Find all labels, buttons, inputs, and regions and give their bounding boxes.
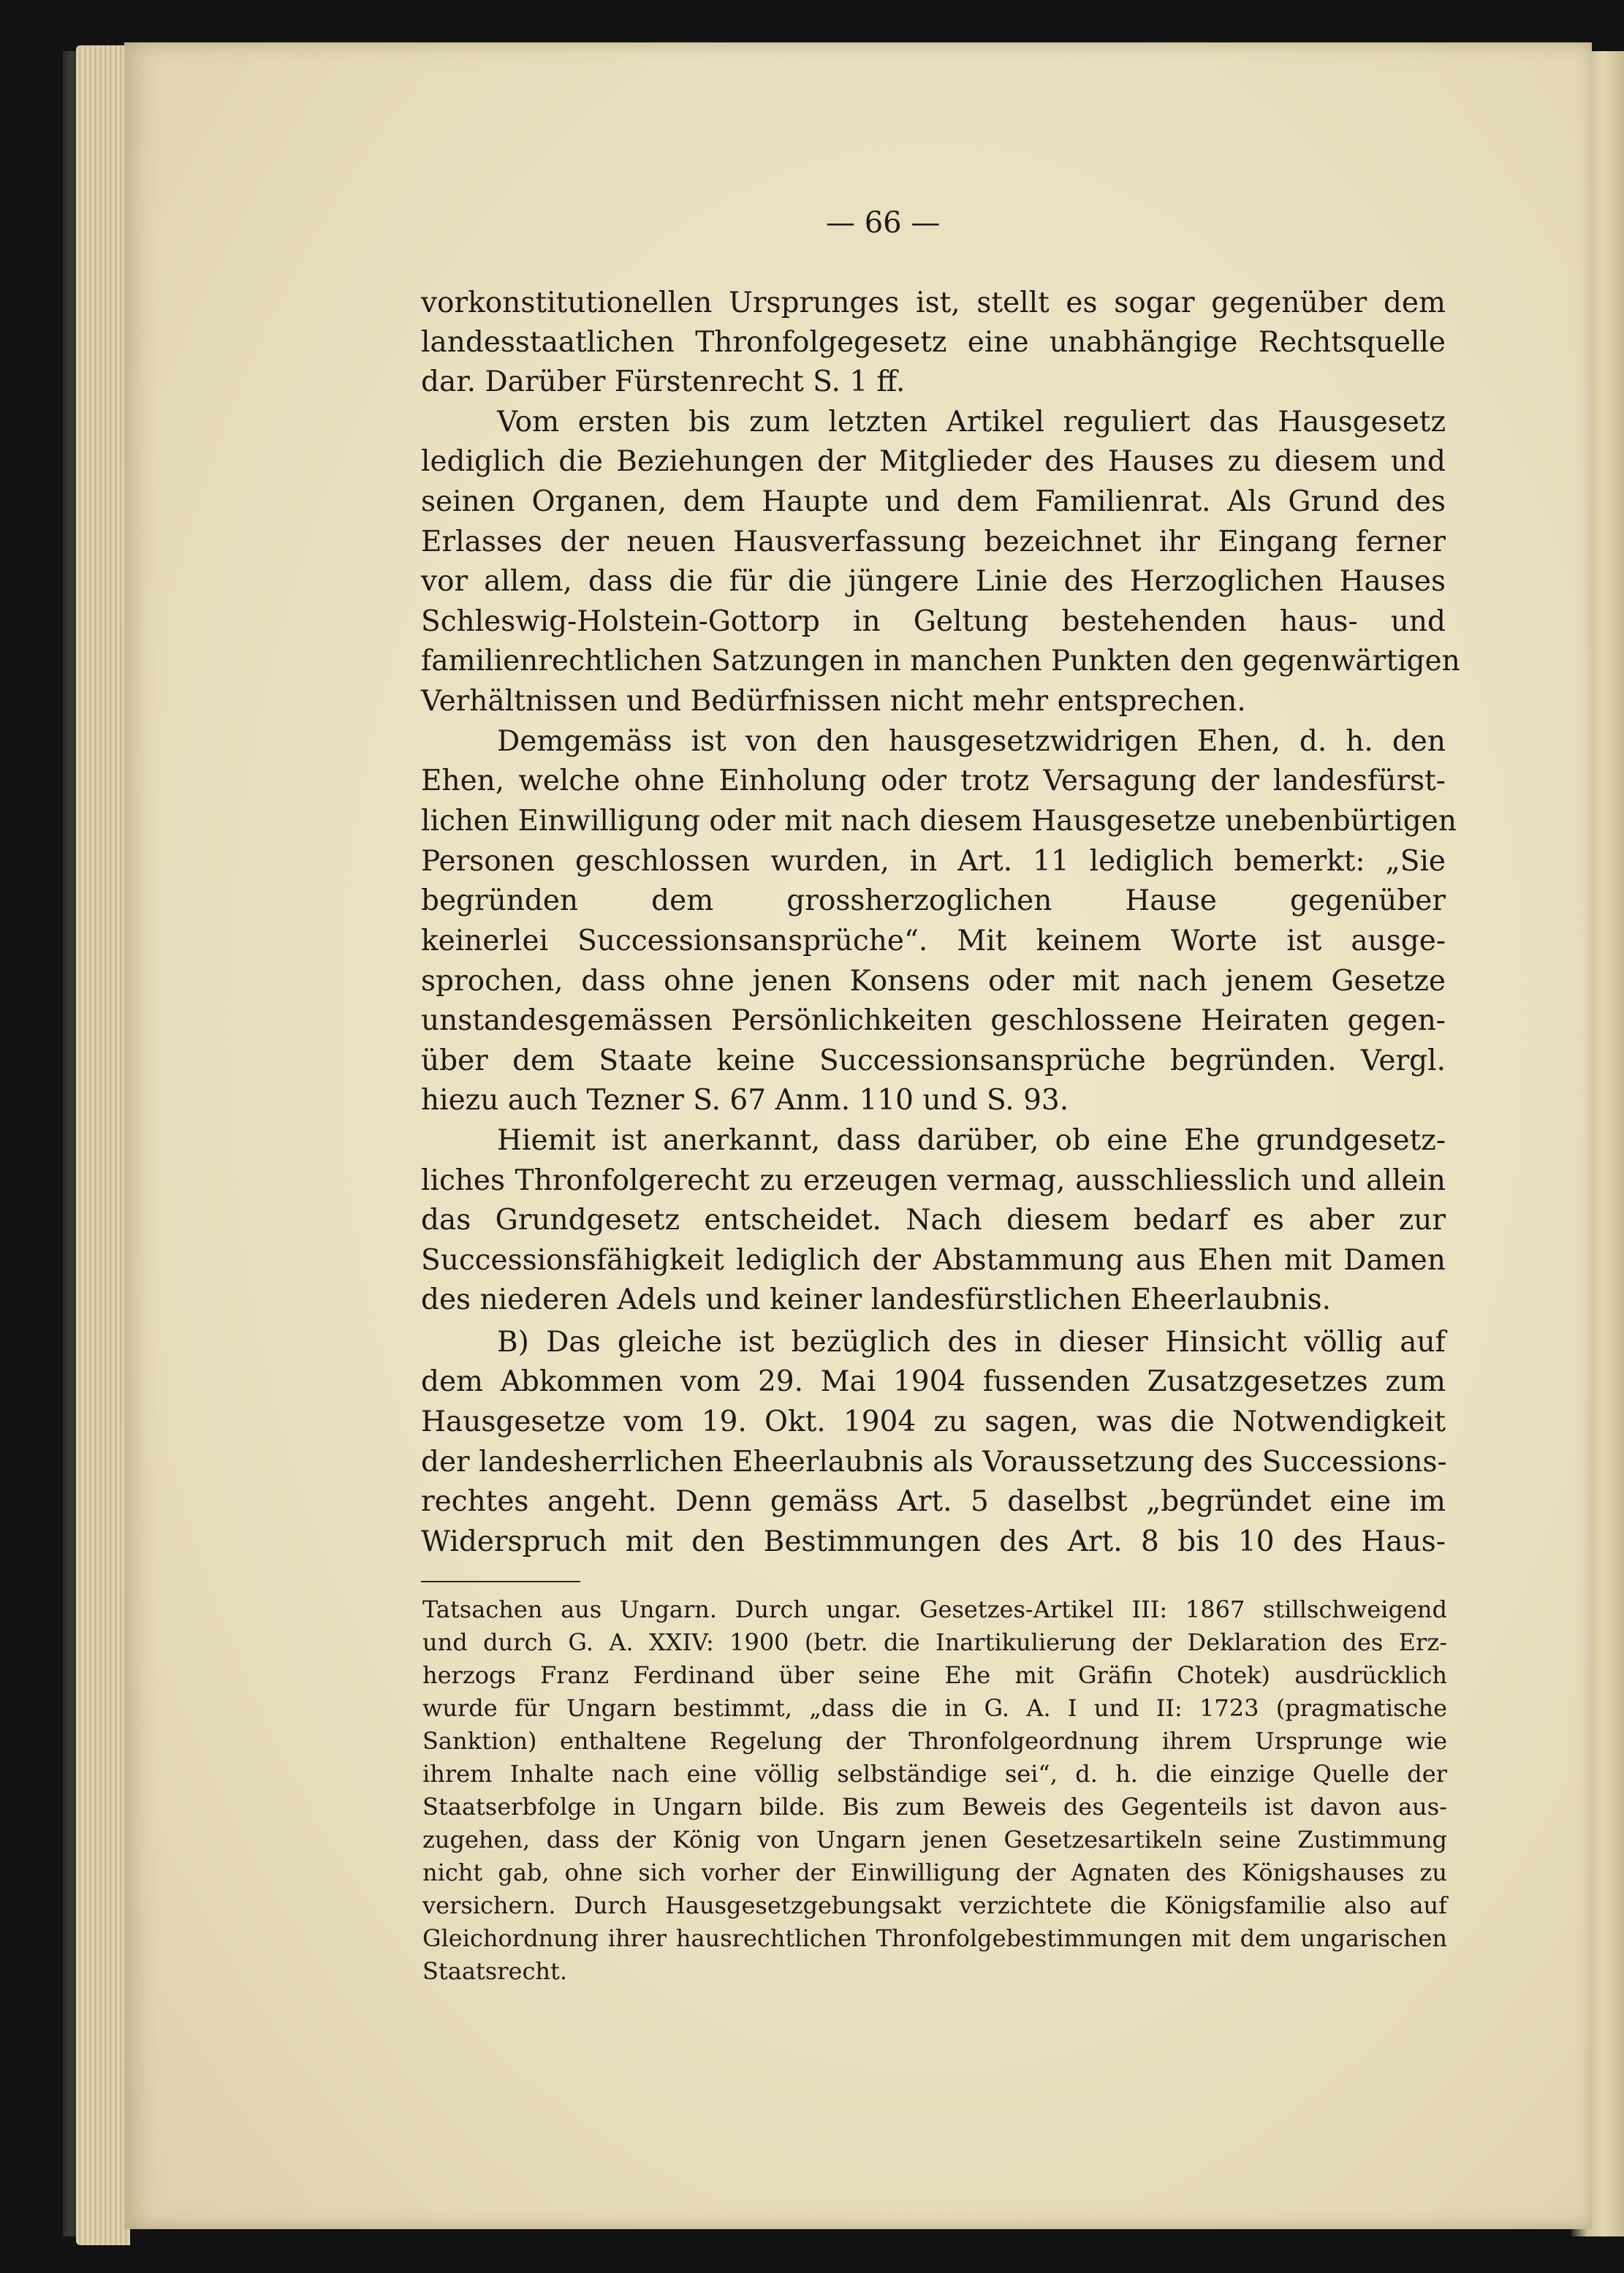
footnote-line: Sanktion) enthaltene Regelung der Thronfolgeordnung ihrem Ursprunge wie <box>422 1727 1447 1755</box>
footnote-line: wurde für Ungarn bestimmt, „dass die in G. A. I und II: 1723 (pragmatische <box>422 1694 1447 1722</box>
text-line: lediglich die Beziehungen der Mitglieder des Hauses zu diesem und <box>421 445 1446 478</box>
text-line: landesstaatlichen Thronfolgegesetz eine unabhängige Rechtsquelle <box>421 326 1446 359</box>
text-line: sprochen, dass ohne jenen Konsens oder mit nach jenem Gesetze <box>421 965 1446 998</box>
footnote-line: Gleichordnung ihrer hausrechtlichen Thronfolgebestimmungen mit dem ungarischen <box>422 1924 1447 1952</box>
text-line: Schleswig-Holstein-Gottorp in Geltung bestehenden haus- und <box>421 605 1446 638</box>
footnote-line: und durch G. A. XXIV: 1900 (betr. die Inartikulierung der Deklaration des Erz- <box>422 1628 1447 1656</box>
text-line: begründen dem grossherzoglichen Hause gegenüber <box>421 884 1446 917</box>
text-line: Ehen, welche ohne Einholung oder trotz Versagung der landesfürst- <box>421 764 1446 797</box>
page-edges <box>76 45 130 2245</box>
text-line: vorkonstitutionellen Ursprunges ist, stellt es sogar gegenüber dem <box>421 287 1446 319</box>
text-line: keinerlei Successionsansprüche“. Mit keinem Worte ist ausge- <box>421 925 1446 957</box>
text-line: liches Thronfolgerecht zu erzeugen vermag, ausschliesslich und allein <box>421 1164 1446 1197</box>
footnote-line: Staatsrecht. <box>422 1957 568 1985</box>
text-line: Vom ersten bis zum letzten Artikel reguliert das Hausgesetz <box>497 406 1446 439</box>
footnote-line: ihrem Inhalte nach eine völlig selbständige sei“, d. h. die einzige Quelle der <box>422 1760 1447 1788</box>
text-line: Demgemäss ist von den hausgesetzwidrigen Ehen, d. h. den <box>497 725 1446 758</box>
text-line: Widerspruch mit den Bestimmungen des Art. 8 bis 10 des Haus- <box>421 1525 1446 1558</box>
footnote-line: Staatserbfolge in Ungarn bilde. Bis zum Beweis des Gegenteils ist davon aus- <box>422 1793 1447 1821</box>
text-line: dar. Darüber Fürstenrecht S. 1 ff. <box>421 365 906 398</box>
text-line: über dem Staate keine Successionsansprüche begründen. Vergl. <box>421 1044 1446 1077</box>
text-line: rechtes angeht. Denn gemäss Art. 5 daselbst „begründet eine im <box>421 1485 1446 1518</box>
text-line: B) Das gleiche ist bezüglich des in dieser Hinsicht völlig auf <box>497 1326 1446 1359</box>
text-line: familienrechtlichen Satzungen in manchen Punkten den gegenwärtigen <box>421 645 1460 678</box>
text-line: vor allem, dass die für die jüngere Linie des Herzoglichen Hauses <box>421 565 1446 598</box>
footnote-line: Tatsachen aus Ungarn. Durch ungar. Gesetzes-Artikel III: 1867 stillschweigend <box>422 1595 1447 1623</box>
text-line: Erlasses der neuen Hausverfassung bezeichnet ihr Eingang ferner <box>421 525 1446 558</box>
text-line: lichen Einwilligung oder mit nach diesem Hausgesetze unebenbürtigen <box>421 805 1457 838</box>
text-line: seinen Organen, dem Haupte und dem Familienrat. Als Grund des <box>421 485 1446 518</box>
text-line: unstandesgemässen Persönlichkeiten geschlossene Heiraten gegen- <box>421 1004 1446 1037</box>
text-line: hiezu auch Tezner S. 67 Anm. 110 und S. 93. <box>421 1084 1069 1117</box>
text-line: dem Abkommen vom 29. Mai 1904 fussenden Zusatzgesetzes zum <box>421 1365 1446 1398</box>
text-line: Verhältnissen und Bedürfnissen nicht mehr entsprechen. <box>421 685 1246 718</box>
text-line: der landesherrlichen Eheerlaubnis als Voraussetzung des Successions- <box>421 1446 1447 1479</box>
text-line: Hiemit ist anerkannt, dass darüber, ob eine Ehe grundgesetz- <box>497 1124 1446 1157</box>
text-line: Successionsfähigkeit lediglich der Abstammung aus Ehen mit Damen <box>421 1244 1446 1277</box>
text-line: Personen geschlossen wurden, in Art. 11 lediglich bemerkt: „Sie <box>421 845 1446 878</box>
footnote-line: versichern. Durch Hausgesetzgebungsakt verzichtete die Königsfamilie also auf <box>422 1891 1447 1919</box>
text-line: Hausgesetze vom 19. Okt. 1904 zu sagen, was die Notwendigkeit <box>421 1405 1446 1438</box>
text-line: des niederen Adels und keiner landesfürstlichen Eheerlaubnis. <box>421 1283 1332 1316</box>
footnote-divider <box>421 1581 580 1582</box>
page-number: — 66 — <box>826 206 941 240</box>
footnote-line: nicht gab, ohne sich vorher der Einwilligung der Agnaten des Königshauses zu <box>422 1859 1447 1886</box>
text-line: das Grundgesetz entscheidet. Nach diesem bedarf es aber zur <box>421 1204 1446 1237</box>
footnote-line: zugehen, dass der König von Ungarn jenen Gesetzesartikeln seine Zustimmung <box>422 1826 1447 1853</box>
footnote-line: herzogs Franz Ferdinand über seine Ehe mit Gräfin Chotek) ausdrücklich <box>422 1661 1447 1689</box>
